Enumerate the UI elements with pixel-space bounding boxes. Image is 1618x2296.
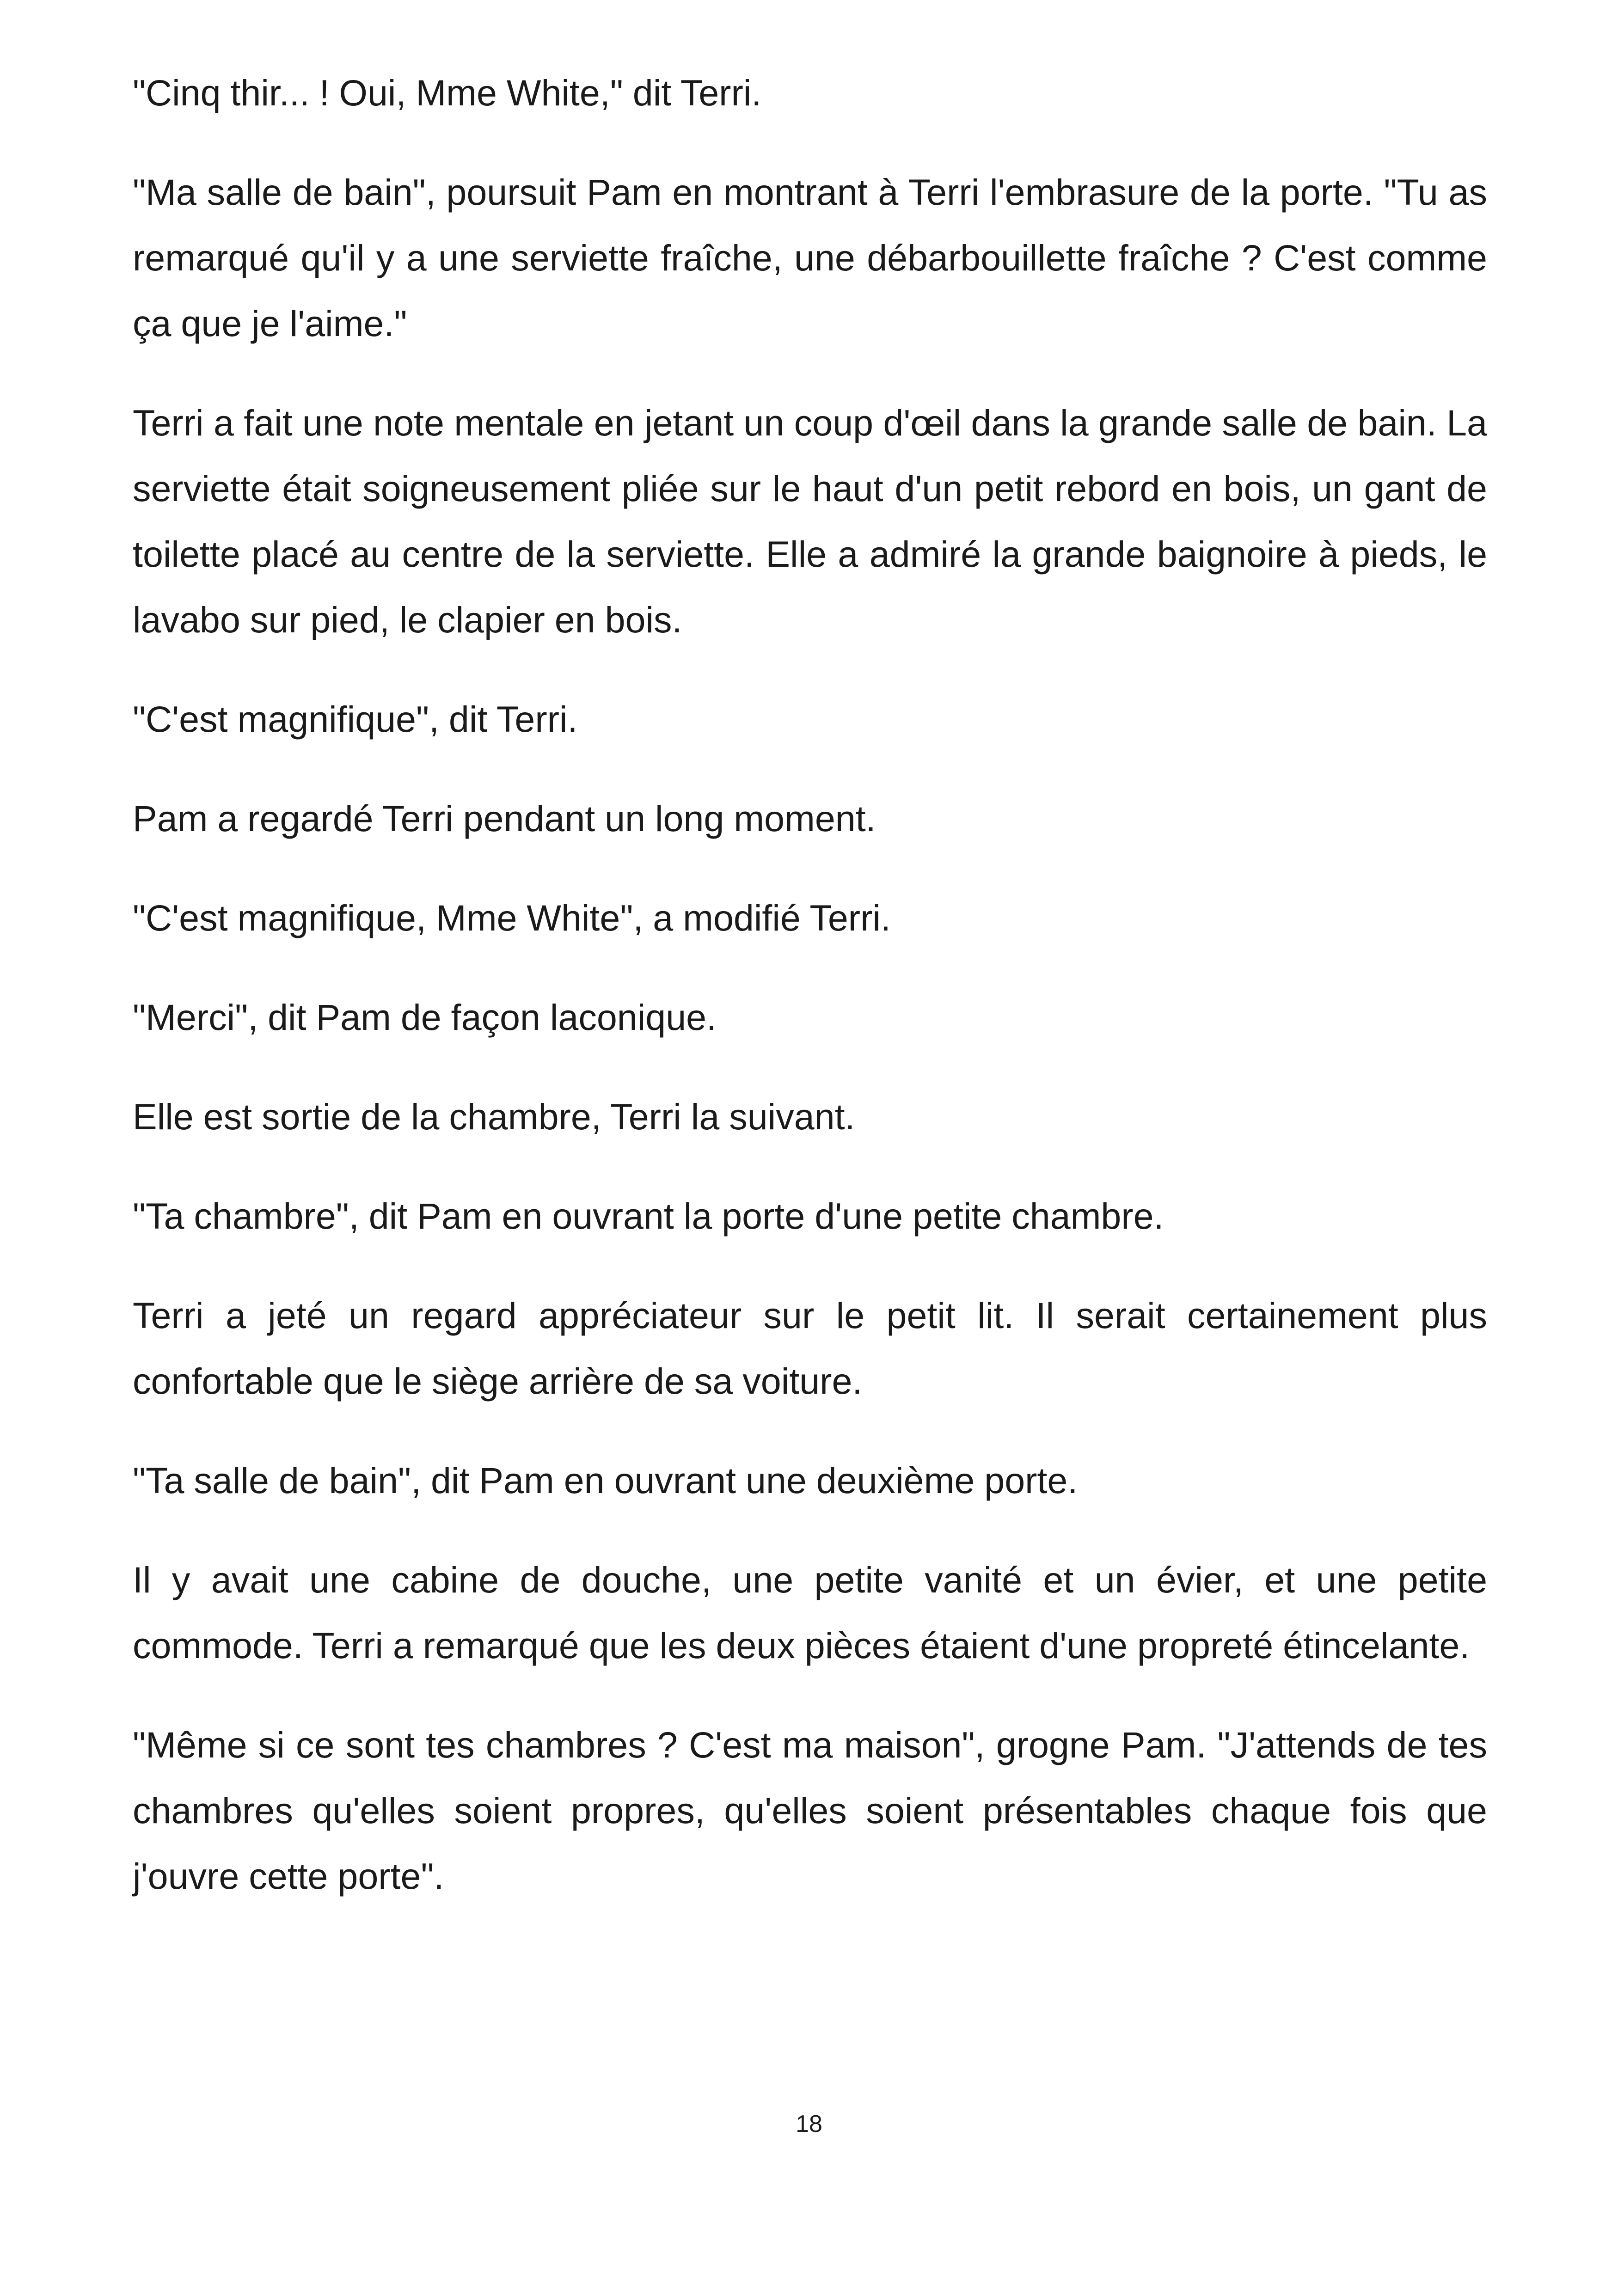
paragraph: "C'est magnifique, Mme White", a modifié Terri. <box>133 897 891 938</box>
paragraph: "Même si ce sont tes chambres ? C'est ma maison", grogne Pam. "J'attends de tes chambres qu'elles soient propres, qu'elles soient présentables chaque fois que j'ouvre cette porte". <box>133 1724 1487 1897</box>
paragraph: "Ta salle de bain", dit Pam en ouvrant une deuxième porte. <box>133 1460 1078 1501</box>
paragraph: "Ma salle de bain", poursuit Pam en montrant à Terri l'embrasure de la porte. "Tu as remarqué qu'il y a une serviette fraîche, une débarbouillette fraîche ? C'est comme ça que je l'aime." <box>133 171 1487 344</box>
paragraph: Pam a regardé Terri pendant un long moment. <box>133 798 876 839</box>
paragraph: "Merci", dit Pam de façon laconique. <box>133 997 717 1038</box>
paragraph: "C'est magnifique", dit Terri. <box>133 698 578 740</box>
paragraph: Il y avait une cabine de douche, une petite vanité et un évier, et une petite commode. Terri a remarqué que les deux pièces étaient d'une propreté étincelante. <box>133 1559 1487 1666</box>
paragraph: "Ta chambre", dit Pam en ouvrant la porte d'une petite chambre. <box>133 1195 1164 1237</box>
page-number: 18 <box>796 2111 822 2137</box>
paragraph: Terri a jeté un regard appréciateur sur le petit lit. Il serait certainement plus confortable que le siège arrière de sa voiture. <box>133 1295 1487 1402</box>
paragraph: Elle est sortie de la chambre, Terri la suivant. <box>133 1096 855 1137</box>
body-text <box>133 60 1487 1943</box>
paragraph: "Cinq thir... ! Oui, Mme White," dit Terri. <box>133 72 762 113</box>
paragraph: Terri a fait une note mentale en jetant un coup d'œil dans la grande salle de bain. La serviette était soigneusement pliée sur le haut d'un petit rebord en bois, un gant de toilette placé au centre de la serviette. Elle a admiré la grande baignoire à pieds, le lavabo sur pied, le clapier en bois. <box>133 402 1487 640</box>
